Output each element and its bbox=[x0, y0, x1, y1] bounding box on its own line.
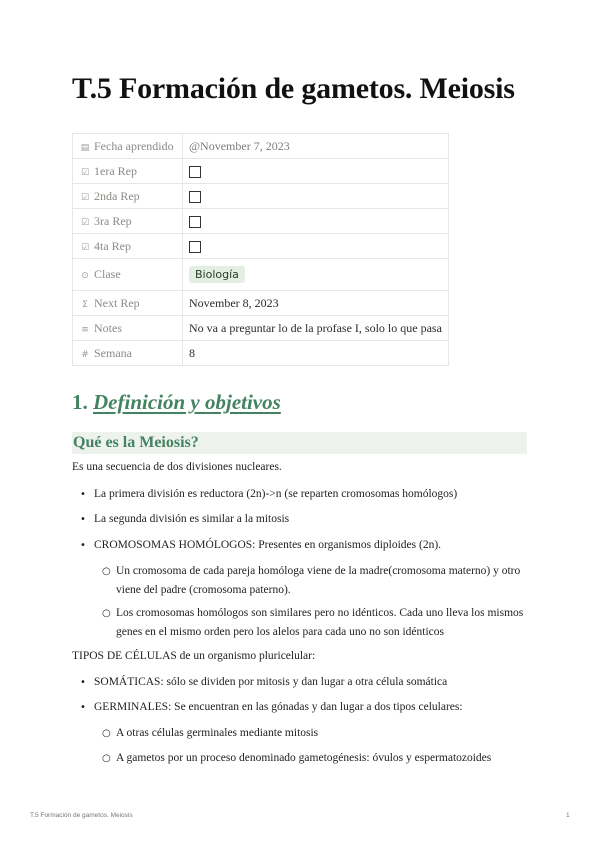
property-name: Next Rep bbox=[94, 295, 140, 310]
properties-table bbox=[72, 133, 449, 366]
calendar-icon: ▤ bbox=[80, 142, 90, 153]
property-name: 1era Rep bbox=[94, 163, 137, 178]
circle-bullet-icon: ○ bbox=[102, 728, 111, 739]
property-row bbox=[73, 159, 449, 184]
bullet-icon: • bbox=[80, 540, 86, 551]
section-heading bbox=[72, 390, 281, 415]
list-item: • La segunda división es similar a la mitosis bbox=[94, 510, 524, 529]
property-row bbox=[73, 316, 449, 341]
page-number: 1 bbox=[566, 812, 570, 819]
checkbox-property-icon: ☑ bbox=[80, 217, 90, 228]
bullet-icon: • bbox=[80, 677, 86, 688]
property-row bbox=[73, 291, 449, 316]
property-value[interactable]: @November 7, 2023 bbox=[183, 134, 449, 159]
checkbox[interactable] bbox=[189, 191, 201, 203]
sub-list-item: ○ A otras células germinales mediante mitosis bbox=[116, 724, 526, 743]
list-item: • CROMOSOMAS HOMÓLOGOS: Presentes en organismos diploides (2n). bbox=[94, 536, 524, 555]
sub-list-item: ○ A gametos por un proceso denominado gametogénesis: óvulos y espermatozoides bbox=[116, 749, 526, 768]
property-row bbox=[73, 259, 449, 291]
checkbox[interactable] bbox=[189, 216, 201, 228]
circle-bullet-icon: ○ bbox=[102, 566, 111, 577]
sub-list-item: ○ Los cromosomas homólogos son similares pero no idénticos. Cada uno lleva los mismos genes en el mismo orden pero los alelos para cada uno no son idénticos bbox=[116, 604, 526, 642]
list-item: • SOMÁTICAS: sólo se dividen por mitosis y dan lugar a otra célula somática bbox=[94, 673, 524, 692]
property-name: Clase bbox=[94, 267, 121, 281]
property-row bbox=[73, 234, 449, 259]
paragraph: TIPOS DE CÉLULAS de un organismo pluricelular: bbox=[72, 650, 316, 662]
checkbox[interactable] bbox=[189, 241, 201, 253]
checkbox-property-icon: ☑ bbox=[80, 192, 90, 203]
property-name: 3ra Rep bbox=[94, 213, 132, 228]
formula-icon: Σ bbox=[82, 299, 88, 310]
number-icon: # bbox=[81, 349, 89, 360]
checkbox-property-icon: ☑ bbox=[80, 242, 90, 253]
circle-bullet-icon: ○ bbox=[102, 753, 111, 764]
list-item: • La primera división es reductora (2n)->n (se reparten cromosomas homólogos) bbox=[94, 485, 524, 504]
sub-list-item: ○ Un cromosoma de cada pareja homóloga viene de la madre(cromosoma materno) y otro viene del padre (cromosoma paterno). bbox=[116, 562, 526, 600]
checkbox-property-icon: ☑ bbox=[80, 167, 90, 178]
property-value[interactable]: No va a preguntar lo de la profase I, solo lo que pasa bbox=[183, 316, 449, 341]
property-row bbox=[73, 184, 449, 209]
section-title-link[interactable]: Definición y objetivos bbox=[93, 390, 281, 414]
select-icon: ⊙ bbox=[81, 271, 89, 281]
property-row bbox=[73, 134, 449, 159]
property-name: 4ta Rep bbox=[94, 238, 131, 253]
bullet-icon: • bbox=[80, 514, 86, 525]
property-value[interactable]: 8 bbox=[183, 341, 449, 366]
property-row bbox=[73, 209, 449, 234]
list-item: • GERMINALES: Se encuentran en las gónadas y dan lugar a dos tipos celulares: bbox=[94, 698, 524, 717]
text-lines-icon: ≡ bbox=[81, 324, 89, 335]
class-tag[interactable]: Biología bbox=[189, 266, 245, 283]
bullet-icon: • bbox=[80, 489, 86, 500]
property-name: Semana bbox=[94, 345, 132, 360]
section-number: 1. bbox=[72, 390, 88, 414]
property-row bbox=[73, 341, 449, 366]
property-name: 2nda Rep bbox=[94, 188, 140, 203]
bullet-icon: • bbox=[80, 702, 86, 713]
property-value: November 8, 2023 bbox=[183, 291, 449, 316]
property-name: Fecha aprendido bbox=[94, 138, 174, 153]
page-title: T.5 Formación de gametos. Meiosis bbox=[72, 72, 515, 105]
intro-paragraph: Es una secuencia de dos divisiones nucleares. bbox=[72, 461, 282, 473]
circle-bullet-icon: ○ bbox=[102, 608, 111, 619]
property-name: Notes bbox=[94, 320, 122, 335]
footer-title: T.5 Formación de gametos. Meiosis bbox=[30, 812, 133, 819]
subsection-heading: Qué es la Meiosis? bbox=[72, 432, 527, 454]
checkbox[interactable] bbox=[189, 166, 201, 178]
